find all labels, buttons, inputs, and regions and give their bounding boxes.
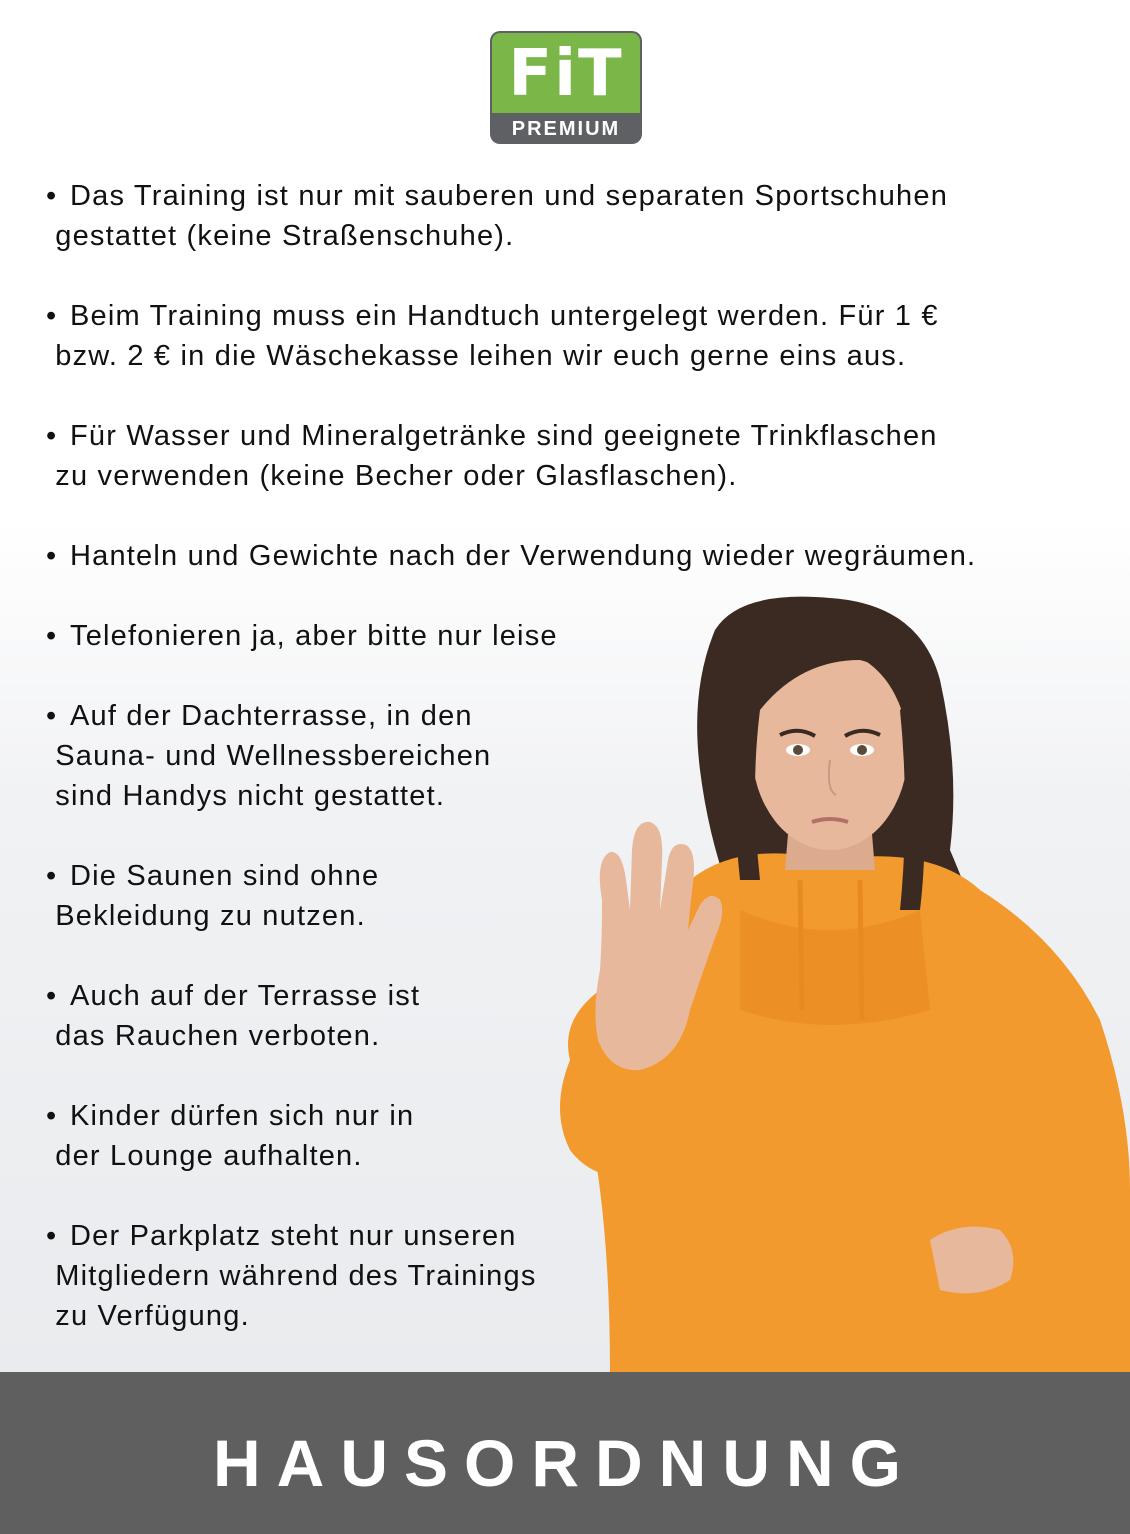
list-item [46, 296, 939, 376]
rule-text: Die Saunen sind ohne Bekleidung zu nutzen. [55, 860, 380, 932]
bullet: • [46, 1220, 58, 1252]
list-item [46, 176, 948, 256]
bullet: • [46, 700, 58, 732]
rule-text: Der Parkplatz steht nur unseren Mitgliedern während des Trainings zu Verfügung. [55, 1220, 537, 1332]
page-title: HAUSORDNUNG [213, 1426, 917, 1500]
list-item [46, 856, 379, 936]
fit-premium-logo [490, 31, 640, 144]
list-item [46, 976, 420, 1056]
logo-subtitle: PREMIUM [511, 117, 621, 140]
rule-text: Telefonieren ja, aber bitte nur leise [70, 620, 558, 652]
bullet: • [46, 620, 58, 652]
bullet: • [46, 180, 58, 212]
list-item [46, 416, 938, 496]
list-item [46, 1216, 537, 1336]
bullet: • [46, 980, 58, 1012]
list-item [46, 1096, 414, 1176]
rule-text: Kinder dürfen sich nur in der Lounge aufhalten. [55, 1100, 415, 1172]
bullet: • [46, 300, 58, 332]
logo-bottom-panel [490, 113, 642, 144]
logo-brand: FiT [508, 37, 624, 111]
list-item [46, 616, 558, 656]
rule-text: Das Training ist nur mit sauberen und separaten Sportschuhen gestattet (keine Straßenschuhe). [55, 180, 949, 252]
list-item [46, 696, 491, 816]
rule-text: Beim Training muss ein Handtuch untergelegt werden. Für 1 € bzw. 2 € in die Wäschekasse leihen wir euch gerne eins aus. [55, 300, 939, 372]
rule-text: Auch auf der Terrasse ist das Rauchen verboten. [55, 980, 421, 1052]
rule-text: Für Wasser und Mineralgetränke sind geeignete Trinkflaschen zu verwenden (keine Becher oder Glasflaschen). [55, 420, 938, 492]
rule-text: Auf der Dachterrasse, in den Sauna- und Wellnessbereichen sind Handys nicht gestattet. [55, 700, 492, 812]
rule-text: Hanteln und Gewichte nach der Verwendung wieder wegräumen. [70, 540, 977, 572]
woman-stop-gesture-photo [540, 590, 1130, 1372]
list-item [46, 536, 976, 576]
bullet: • [46, 540, 58, 572]
logo-top-panel [490, 31, 642, 113]
bullet: • [46, 1100, 58, 1132]
bullet: • [46, 420, 58, 452]
bullet: • [46, 860, 58, 892]
